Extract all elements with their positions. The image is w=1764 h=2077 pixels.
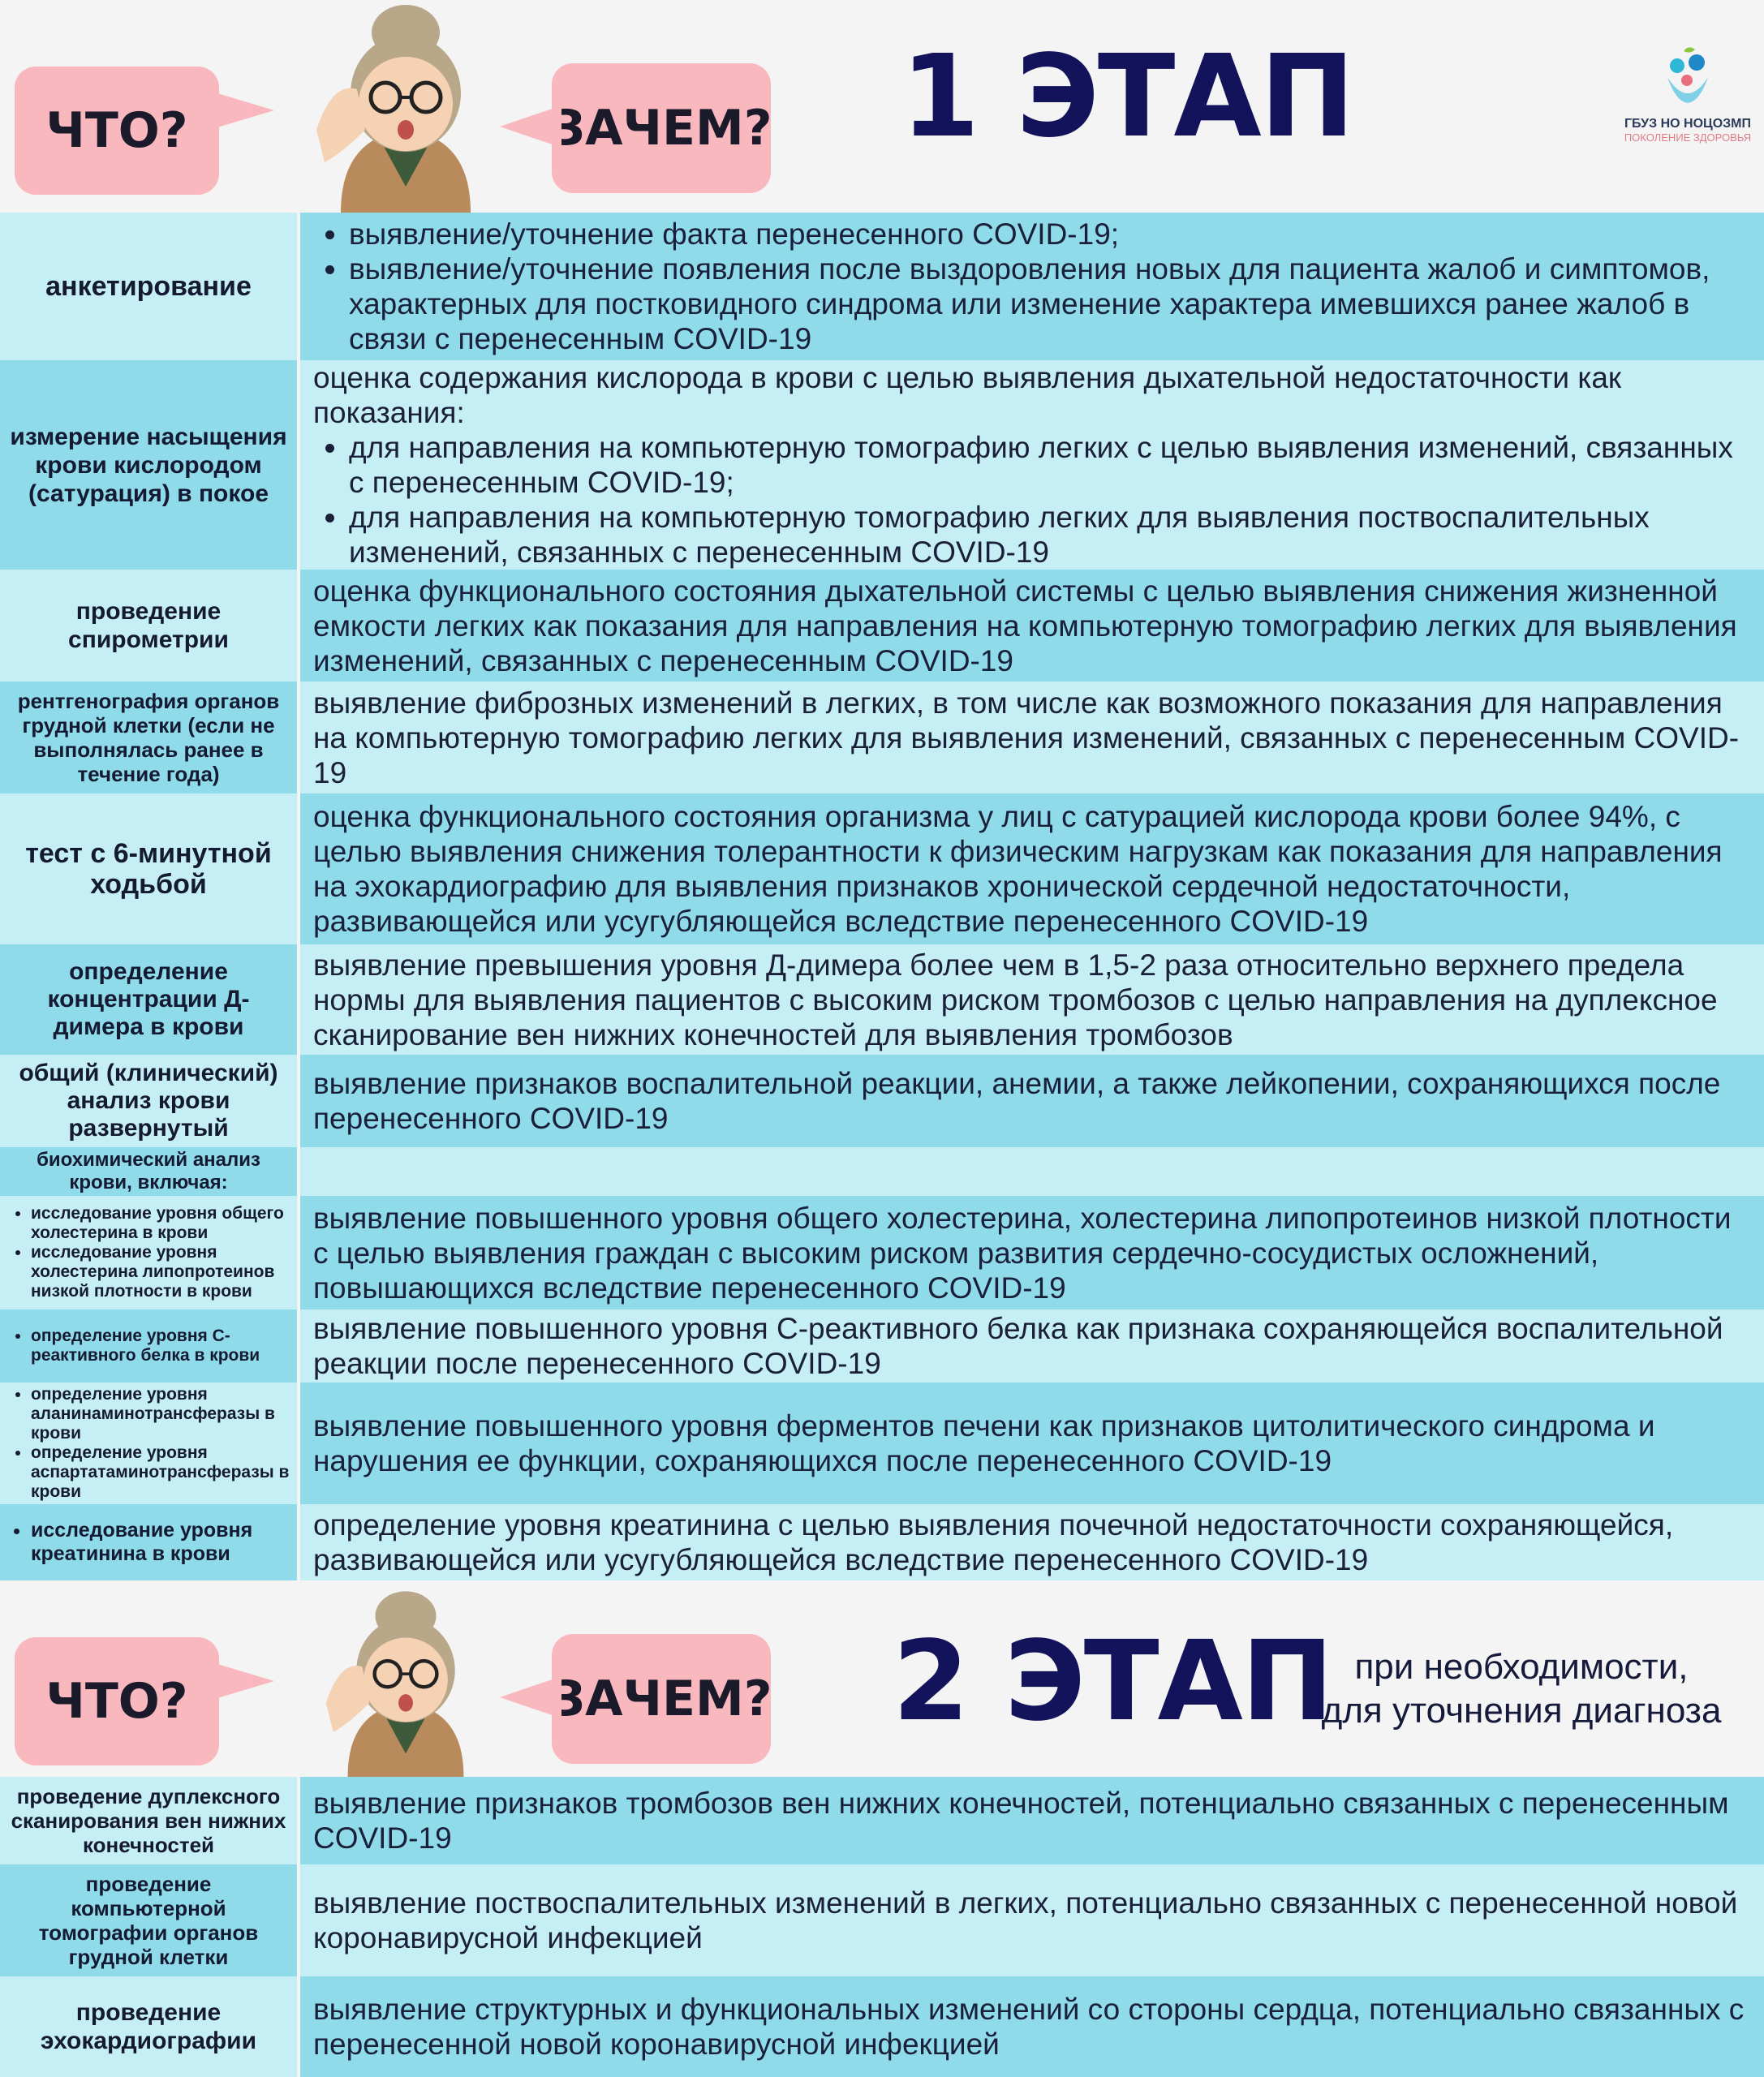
purpose-item: • для направления на компьютерную томографию легких с целью выявления изменений, связанных с перенесенным COVID-19;	[349, 430, 1753, 500]
table-row	[0, 1777, 1764, 1864]
why-label: ЗАЧЕМ?	[550, 100, 772, 157]
grandmother-illustration	[284, 0, 527, 213]
purpose-cell	[300, 360, 1764, 570]
what-label: ЧТО?	[45, 1673, 188, 1730]
table-row	[0, 1055, 1764, 1147]
stage2-note: при необходимости, для уточнения диагноза	[1321, 1647, 1722, 1731]
stage2-header	[0, 1580, 1764, 1777]
purpose-cell	[300, 213, 1764, 360]
purpose-cell: выявление повышенного уровня С-реактивного белка как признака сохраняющейся воспалительной реакции после перенесенного COVID-19	[300, 1309, 1764, 1383]
purpose-item: • выявление/уточнение появления после выздоровления новых для пациента жалоб и симптомов, характерных для постковидного синдрома или изменение характера имевшихся ранее жалоб в связи с перенесенным COVID-19	[349, 252, 1753, 356]
procedure-cell: рентгенография органов грудной клетки (если не выполнялась ранее в течение года)	[0, 682, 297, 793]
procedure-cell	[0, 1196, 297, 1309]
procedure-item: • определение уровня аланинаминотрансферазы в крови	[31, 1385, 290, 1443]
what-label: ЧТО?	[45, 102, 188, 159]
table-row	[0, 1309, 1764, 1383]
purpose-cell: выявление признаков тромбозов вен нижних конечностей, потенциально связанных с перенесенным COVID-19	[300, 1777, 1764, 1864]
purpose-item: • выявление/уточнение факта перенесенного COVID-19;	[349, 217, 1753, 252]
why-label: ЗАЧЕМ?	[550, 1671, 772, 1727]
why-speech-bubble	[552, 1634, 771, 1764]
purpose-cell: выявление признаков воспалительной реакции, анемии, а также лейкопении, сохраняющихся после перенесенного COVID-19	[300, 1055, 1764, 1147]
procedure-cell: определение концентрации Д-димера в крови	[0, 944, 297, 1055]
procedure-cell: проведение дуплексного сканирования вен нижних конечностей	[0, 1777, 297, 1864]
grandmother-illustration	[284, 1587, 527, 1777]
procedure-cell	[0, 1383, 297, 1504]
procedure-cell: проведение эхокардиографии	[0, 1976, 297, 2077]
logo	[1615, 45, 1761, 144]
procedure-cell	[0, 1504, 297, 1580]
procedure-cell: общий (клинический) анализ крови развернутый	[0, 1055, 297, 1147]
table-row	[0, 1196, 1764, 1309]
stage1-header	[0, 0, 1764, 213]
procedure-cell: измерение насыщения крови кислородом (сатурация) в покое	[0, 360, 297, 570]
what-speech-bubble	[15, 67, 219, 195]
table-row	[0, 682, 1764, 793]
table-row	[0, 570, 1764, 682]
purpose-cell: определение уровня креатинина с целью выявления почечной недостаточности сохраняющейся, развивающейся или усугубляющейся вследствие перенесенного COVID-19	[300, 1504, 1764, 1580]
purpose-cell: выявление превышения уровня Д-димера более чем в 1,5-2 раза относительно верхнего предела нормы для выявления пациентов с высоким риском тромбозов с целью направления на дуплексное сканирование вен нижних конечностей для выявления тромбозов	[300, 944, 1764, 1055]
procedure-cell	[0, 1309, 297, 1383]
procedure-item: • исследование уровня креатинина в крови	[31, 1519, 290, 1566]
stage2-title: 2 ЭТАП	[893, 1618, 1332, 1746]
logo-name: ГБУЗ НО НОЦОЗМП	[1624, 117, 1752, 131]
table-row	[0, 793, 1764, 944]
procedure-cell: проведение спирометрии	[0, 570, 297, 682]
table-row	[0, 944, 1764, 1055]
procedure-cell: тест с 6-минутной ходьбой	[0, 793, 297, 944]
table-row	[0, 1504, 1764, 1580]
procedure-cell: биохимический анализ крови, включая:	[0, 1147, 297, 1196]
purpose-item: • для направления на компьютерную томографию легких для выявления поствоспалительных изменений, связанных с перенесенным COVID-19	[349, 500, 1753, 570]
why-speech-bubble	[552, 63, 771, 193]
table-row	[0, 1147, 1764, 1196]
procedure-item: • исследование уровня общего холестерина в крови	[31, 1204, 290, 1243]
table-row	[0, 1976, 1764, 2077]
purpose-cell	[300, 1147, 1764, 1196]
table-row	[0, 1383, 1764, 1504]
procedure-item: • определение уровня С-реактивного белка в крови	[31, 1327, 290, 1365]
procedure-item: • исследование уровня холестерина липопротеинов низкой плотности в крови	[31, 1243, 290, 1301]
procedure-item: • определение уровня аспартатаминотрансферазы в крови	[31, 1443, 290, 1502]
purpose-cell: выявление фиброзных изменений в легких, в том числе как возможного показания для направления на компьютерную томографию легких для выявления изменений, связанных с перенесенным COVID-19	[300, 682, 1764, 793]
purpose-cell: оценка функционального состояния дыхательной системы с целью выявления снижения жизненной емкости легких как показания для направления на компьютерную томографию легких для выявления изменений, связанных с перенесенным COVID-19	[300, 570, 1764, 682]
purpose-intro: оценка содержания кислорода в крови с целью выявления дыхательной недостаточности как показания:	[313, 361, 1622, 429]
purpose-cell: выявление поствоспалительных изменений в легких, потенциально связанных с перенесенной новой коронавирусной инфекцией	[300, 1864, 1764, 1976]
procedure-cell: проведение компьютерной томографии органов грудной клетки	[0, 1864, 297, 1976]
table-row	[0, 213, 1764, 360]
what-speech-bubble	[15, 1637, 219, 1765]
procedure-cell: анкетирование	[0, 213, 297, 360]
logo-tagline: ПОКОЛЕНИЕ ЗДОРОВЬЯ	[1624, 131, 1752, 144]
table-row	[0, 360, 1764, 570]
purpose-cell: выявление повышенного уровня ферментов печени как признаков цитолитического синдрома и нарушения ее функции, сохраняющихся после перенесенного COVID-19	[300, 1383, 1764, 1504]
logo-icon	[1659, 45, 1716, 110]
purpose-cell: выявление повышенного уровня общего холестерина, холестерина липопротеинов низкой плотности с целью выявления граждан с высоким риском развития сердечно-сосудистых осложнений, повышающихся вследствие перенесенного COVID-19	[300, 1196, 1764, 1309]
purpose-cell: оценка функционального состояния организма у лиц с сатурацией кислорода крови более 94%, с целью выявления снижения толерантности к физическим нагрузкам как показания для направления на эхокардиографию для выявления признаков хронической сердечной недостаточности, развивающейся или усугубляющейся вследствие перенесенного COVID-19	[300, 793, 1764, 944]
table-row	[0, 1864, 1764, 1976]
purpose-cell: выявление структурных и функциональных изменений со стороны сердца, потенциально связанных с перенесенной новой коронавирусной инфекцией	[300, 1976, 1764, 2077]
stage1-title: 1 ЭТАП	[901, 31, 1353, 163]
